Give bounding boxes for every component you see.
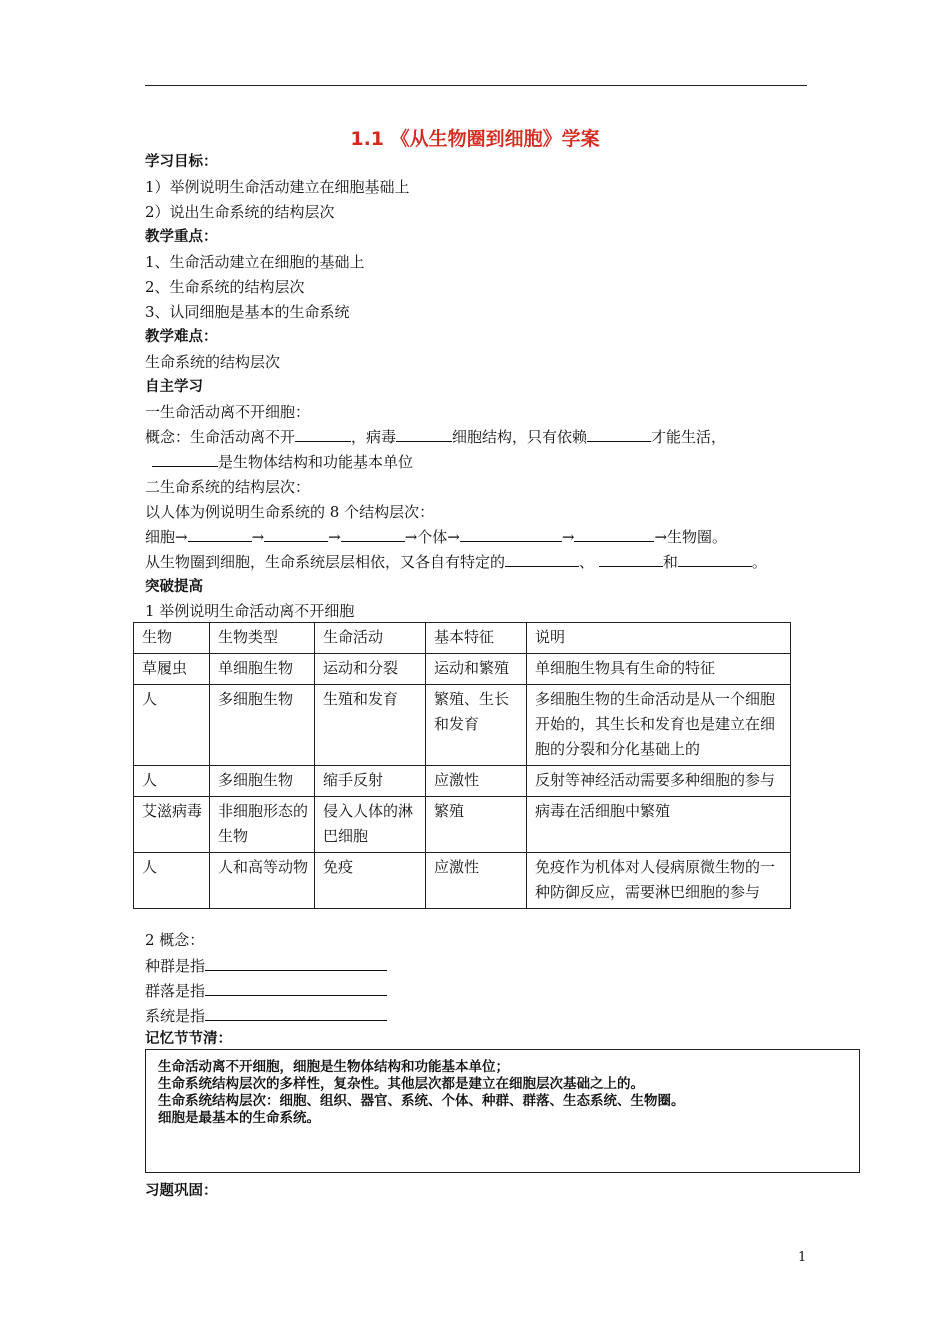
memory-line: 生命活动离不开细胞，细胞是生物体结构和功能基本单位； [158, 1059, 509, 1075]
table-cell: 草履虫 [134, 654, 210, 685]
table-row [134, 797, 791, 853]
arrow-icon: → [561, 528, 575, 546]
table-cell: 人和高等动物 [210, 853, 315, 909]
concept-label: 种群是指 [145, 957, 206, 975]
arrow-icon: → [251, 528, 265, 546]
fill-blank[interactable] [295, 427, 351, 442]
concept-text: 细胞结构，只有依赖 [452, 428, 588, 446]
chain-text: →个体→ [404, 528, 460, 546]
memory-line: 生命系统结构层次：细胞、组织、器官、系统、个体、种群、群落、生态系统、生物圈。 [158, 1093, 685, 1109]
key-point-item: 2、生命系统的结构层次 [145, 278, 305, 296]
memory-line: 生命系统结构层次的多样性，复杂性。其他层次都是建立在细胞层次基础之上的。 [158, 1076, 644, 1092]
table-cell: 人 [134, 685, 210, 766]
chain-text: 细胞→ [145, 528, 188, 546]
concept-item [145, 981, 387, 1001]
objective-item: 2）说出生命系统的结构层次 [145, 203, 335, 221]
self-study-heading: 自主学习 [145, 379, 203, 395]
table-row [134, 766, 791, 797]
table-row [134, 685, 791, 766]
column-header: 生命活动 [315, 623, 426, 654]
fill-blank[interactable] [152, 452, 218, 467]
objectives-heading: 学习目标： [145, 154, 218, 170]
table-title: 1 举例说明生命活动离不开细胞 [145, 602, 355, 620]
table-cell: 应激性 [426, 766, 527, 797]
header-rule [145, 85, 807, 86]
page-number: 1 [798, 1250, 807, 1265]
part2-title: 二生命系统的结构层次： [145, 478, 311, 496]
concept-label: 群落是指 [145, 982, 206, 1000]
relation-text: 从生物圈到细胞，生命系统层层相依，又各自有特定的 [145, 553, 506, 571]
relation-text: 、 [579, 553, 595, 571]
concept-text: 才能生活， [651, 428, 727, 446]
key-point-item: 1、生命活动建立在细胞的基础上 [145, 253, 365, 271]
fill-blank[interactable] [574, 527, 654, 542]
table-cell: 人 [134, 766, 210, 797]
column-header: 说明 [527, 623, 791, 654]
table-cell: 生殖和发育 [315, 685, 426, 766]
table-header-row [134, 623, 791, 654]
table-cell: 病毒在活细胞中繁殖 [527, 797, 791, 853]
concepts-heading: 2 概念： [145, 931, 205, 949]
table-cell: 缩手反射 [315, 766, 426, 797]
table-cell: 非细胞形态的生物 [210, 797, 315, 853]
breakthrough-heading: 突破提高 [145, 579, 203, 595]
table-cell: 运动和分裂 [315, 654, 426, 685]
table-cell: 反射等神经活动需要多种细胞的参与 [527, 766, 791, 797]
relation-line [145, 552, 767, 572]
column-header: 基本特征 [426, 623, 527, 654]
objective-item: 1）举例说明生命活动建立在细胞基础上 [145, 178, 410, 196]
memory-line: 细胞是最基本的生命系统。 [158, 1110, 320, 1126]
relation-text: 和 [662, 553, 678, 571]
document-title: 1.1 《从生物圈到细胞》学案 [350, 128, 600, 150]
table-row [134, 853, 791, 909]
difficulties-text: 生命系统的结构层次 [145, 353, 281, 371]
concept-text: 概念：生命活动离不开 [145, 428, 296, 446]
fill-blank[interactable] [205, 956, 387, 971]
table-cell: 运动和繁殖 [426, 654, 527, 685]
chain-text: →生物圈。 [654, 528, 728, 546]
fill-blank[interactable] [505, 552, 579, 567]
fill-blank[interactable] [678, 552, 752, 567]
relation-text: 。 [751, 553, 767, 571]
concept-item [145, 956, 387, 976]
concept-text: 是生物体结构和功能基本单位 [218, 453, 414, 471]
concept-item [145, 1006, 387, 1026]
table-cell: 侵入人体的淋巴细胞 [315, 797, 426, 853]
fill-blank[interactable] [460, 527, 562, 542]
memory-box [145, 1049, 860, 1173]
part1-title: 一生命活动离不开细胞： [145, 403, 311, 421]
difficulties-heading: 教学难点： [145, 329, 218, 345]
table-row [134, 654, 791, 685]
fill-blank[interactable] [264, 527, 328, 542]
concept-line-2 [152, 452, 413, 472]
column-header: 生物 [134, 623, 210, 654]
table-cell: 艾滋病毒 [134, 797, 210, 853]
concept-label: 系统是指 [145, 1007, 206, 1025]
concept-line [145, 427, 726, 447]
fill-blank[interactable] [188, 527, 252, 542]
eight-levels-prompt: 以人体为例说明生命系统的 8 个结构层次： [145, 503, 435, 521]
table-cell: 单细胞生物具有生命的特征 [527, 654, 791, 685]
table-cell: 人 [134, 853, 210, 909]
exercise-heading: 习题巩固： [145, 1183, 218, 1199]
fill-blank[interactable] [587, 427, 651, 442]
table-cell: 多细胞生物 [210, 766, 315, 797]
table-cell: 应激性 [426, 853, 527, 909]
table-cell: 繁殖 [426, 797, 527, 853]
arrow-icon: → [328, 528, 341, 546]
key-point-item: 3、认同细胞是基本的生命系统 [145, 303, 350, 321]
table-cell: 繁殖、生长和发育 [426, 685, 527, 766]
level-chain [145, 527, 727, 547]
column-header: 生物类型 [210, 623, 315, 654]
fill-blank[interactable] [205, 981, 387, 996]
fill-blank[interactable] [396, 427, 452, 442]
fill-blank[interactable] [205, 1006, 387, 1021]
table-cell: 多细胞生物的生命活动是从一个细胞开始的，其生长和发育也是建立在细胞的分裂和分化基础上的 [527, 685, 791, 766]
memory-heading: 记忆节节清： [145, 1031, 232, 1047]
table-cell: 免疫 [315, 853, 426, 909]
key-points-heading: 教学重点： [145, 229, 218, 245]
fill-blank[interactable] [599, 552, 663, 567]
cell-life-table [133, 622, 791, 909]
table-cell: 单细胞生物 [210, 654, 315, 685]
table-cell: 多细胞生物 [210, 685, 315, 766]
fill-blank[interactable] [341, 527, 405, 542]
table-cell: 免疫作为机体对人侵病原微生物的一种防御反应，需要淋巴细胞的参与 [527, 853, 791, 909]
concept-text: ，病毒 [351, 428, 397, 446]
